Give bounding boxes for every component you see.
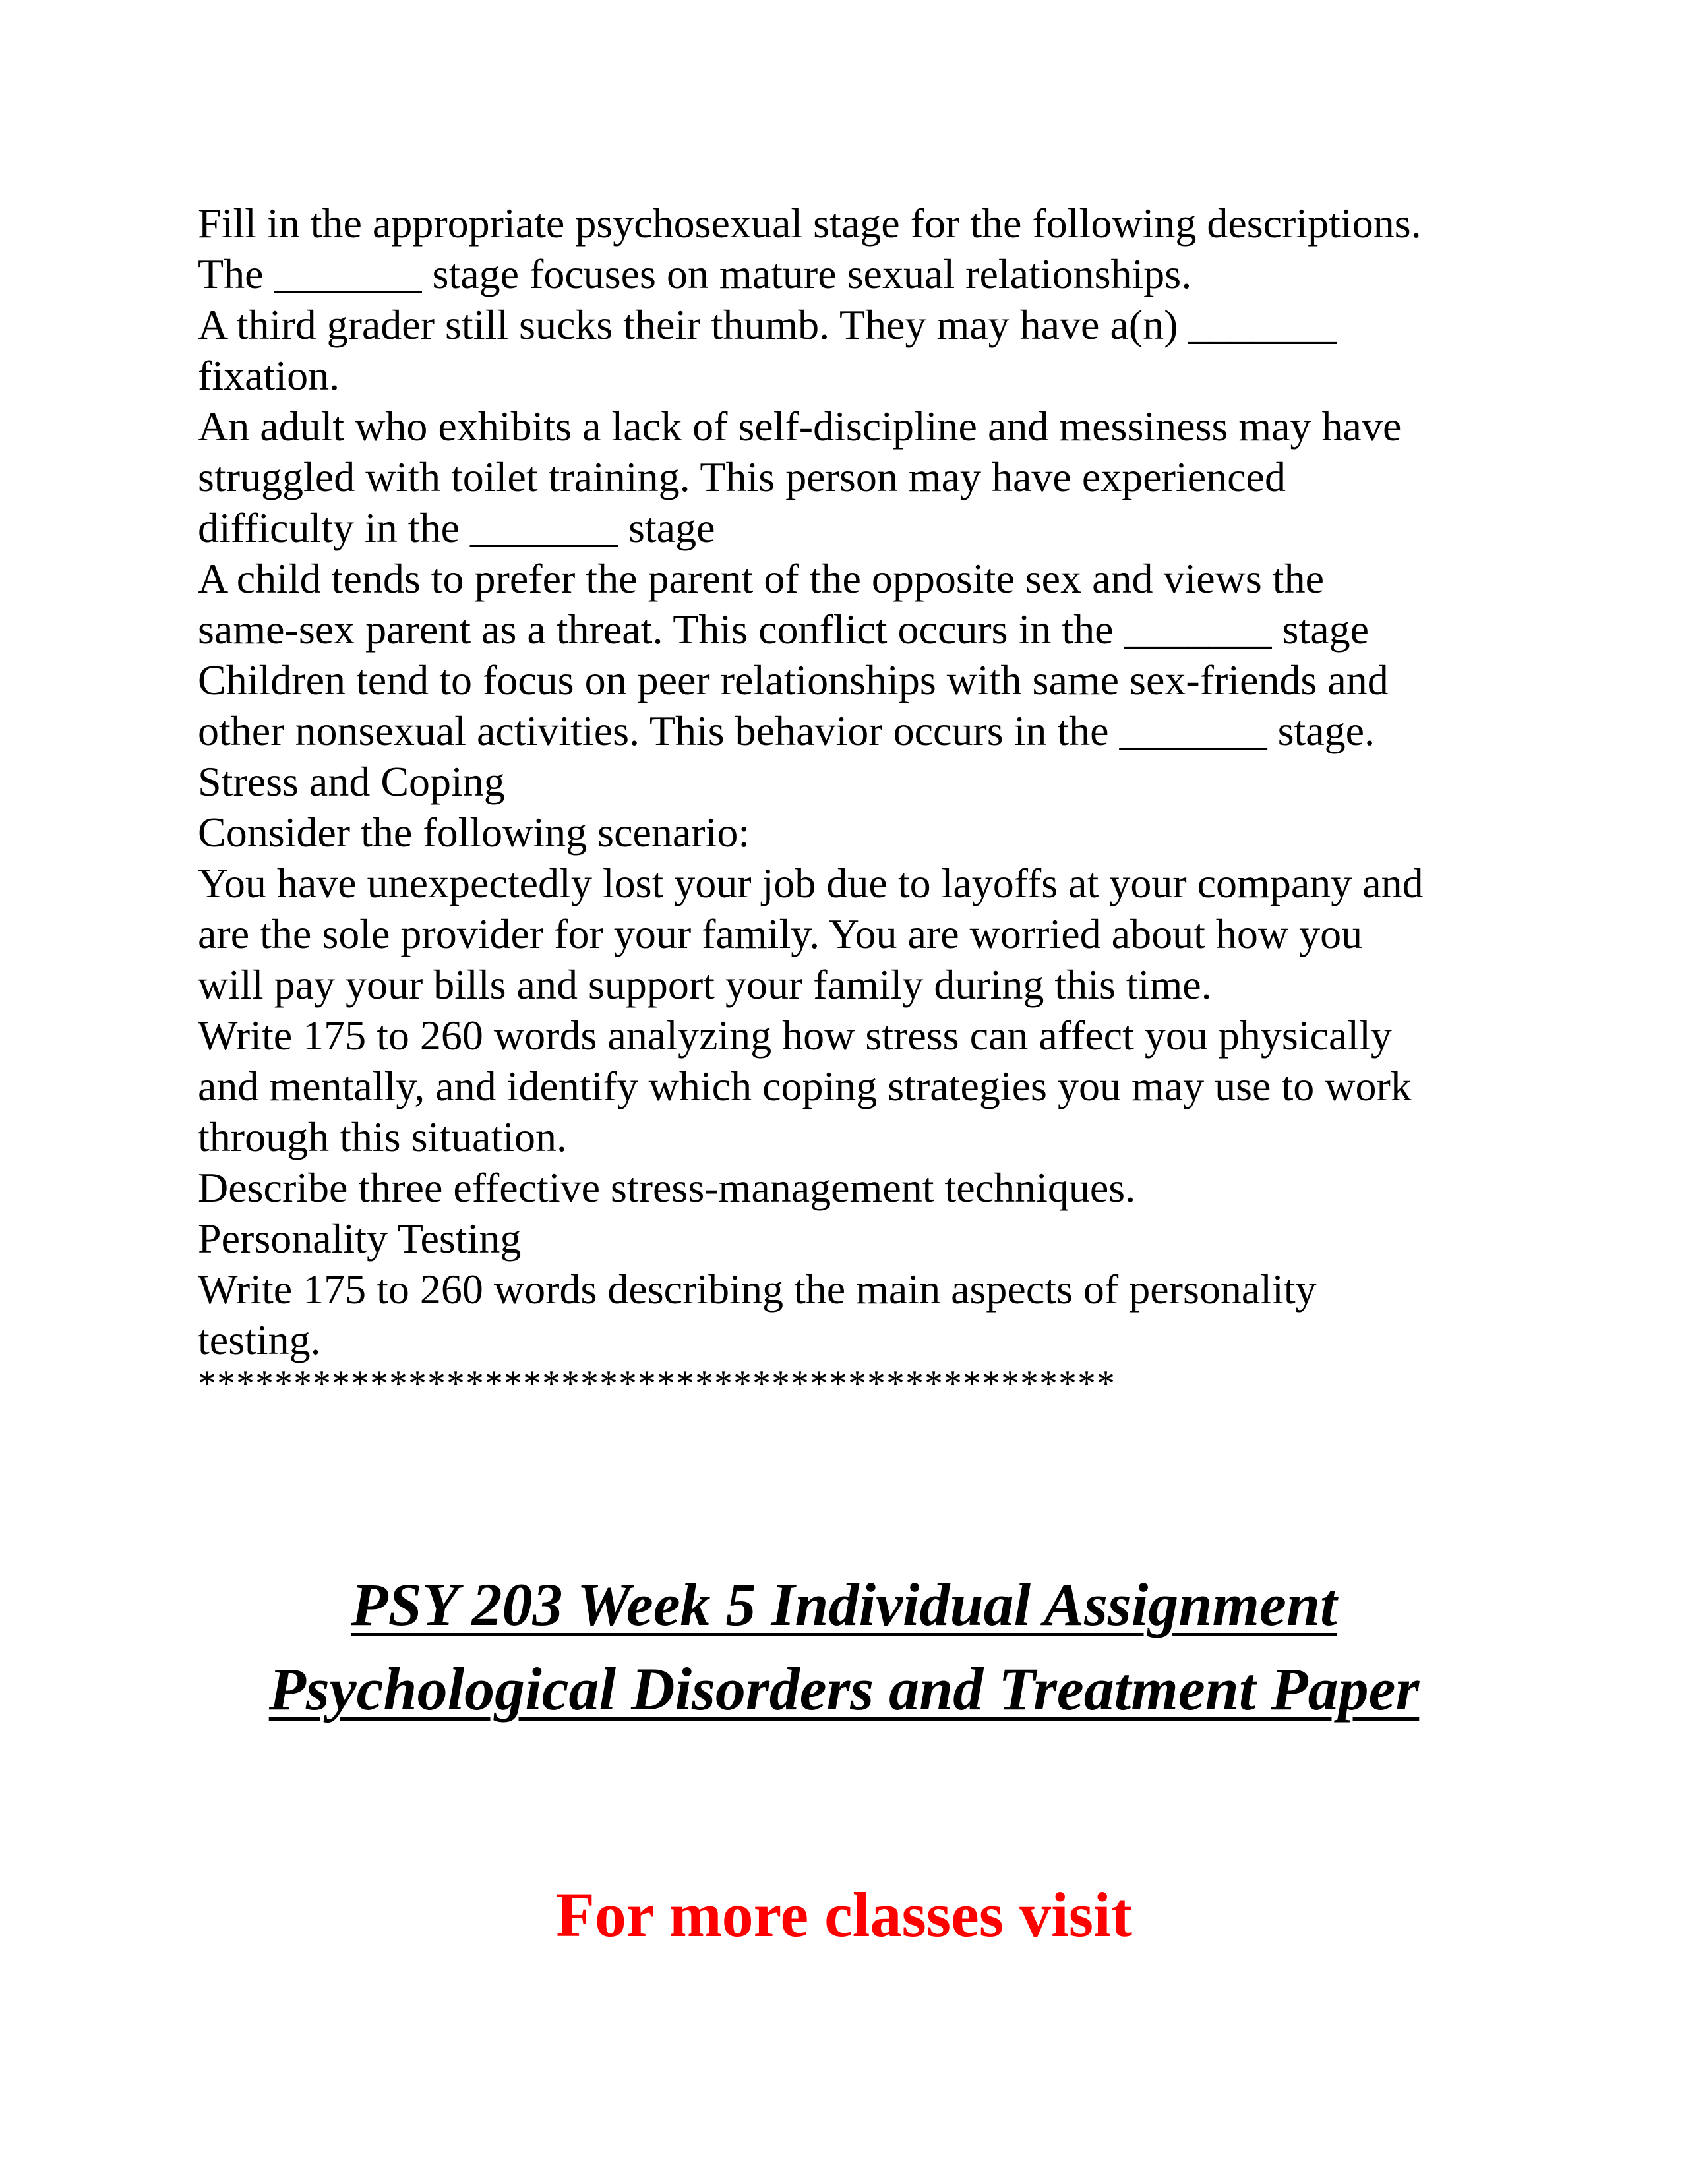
text-line: Write 175 to 260 words analyzing how stress can affect you physically xyxy=(198,1012,1392,1059)
text-line: Describe three effective stress-management techniques. xyxy=(198,1164,1136,1211)
text-line: You have unexpectedly lost your job due to layoffs at your company and xyxy=(198,860,1424,906)
section-title-stress-coping: Stress and Coping xyxy=(198,758,505,805)
text-line: other nonsexual activities. This behavior occurs in the _______ stage. xyxy=(198,707,1375,754)
assignment-heading-line1: PSY 203 Week 5 Individual Assignment xyxy=(351,1571,1337,1638)
text-line: Write 175 to 260 words describing the main aspects of personality xyxy=(198,1266,1317,1313)
section-title-personality-testing: Personality Testing xyxy=(198,1215,522,1262)
text-line: The _______ stage focuses on mature sexual relationships. xyxy=(198,251,1192,297)
assignment-heading-line2: Psychological Disorders and Treatment Paper xyxy=(268,1655,1420,1723)
text-line: and mentally, and identify which coping strategies you may use to work xyxy=(198,1063,1412,1109)
text-line: same-sex parent as a threat. This conflict occurs in the _______ stage xyxy=(198,606,1370,653)
text-line: fixation. xyxy=(198,352,340,399)
text-line: An adult who exhibits a lack of self-discipline and messiness may have xyxy=(198,403,1402,450)
text-line: Children tend to focus on peer relationships with same sex-friends and xyxy=(198,657,1389,703)
text-line: testing. xyxy=(198,1316,321,1363)
text-line: struggled with toilet training. This person may have experienced xyxy=(198,454,1286,500)
text-line: difficulty in the _______ stage xyxy=(198,504,715,551)
promo-text: For more classes visit xyxy=(556,1879,1132,1950)
text-line: Fill in the appropriate psychosexual stage for the following descriptions. xyxy=(198,200,1422,247)
text-line: through this situation. xyxy=(198,1113,567,1160)
text-line: A child tends to prefer the parent of the opposite sex and views the xyxy=(198,555,1324,602)
asterisk-separator: ************************************************ xyxy=(198,1363,1116,1404)
text-line: A third grader still sucks their thumb. They may have a(n) _______ xyxy=(198,301,1337,348)
assignment-text xyxy=(198,198,1517,1402)
text-line: Consider the following scenario: xyxy=(198,809,750,856)
text-line: are the sole provider for your family. You are worried about how you xyxy=(198,910,1363,957)
text-line: will pay your bills and support your family during this time. xyxy=(198,961,1212,1008)
